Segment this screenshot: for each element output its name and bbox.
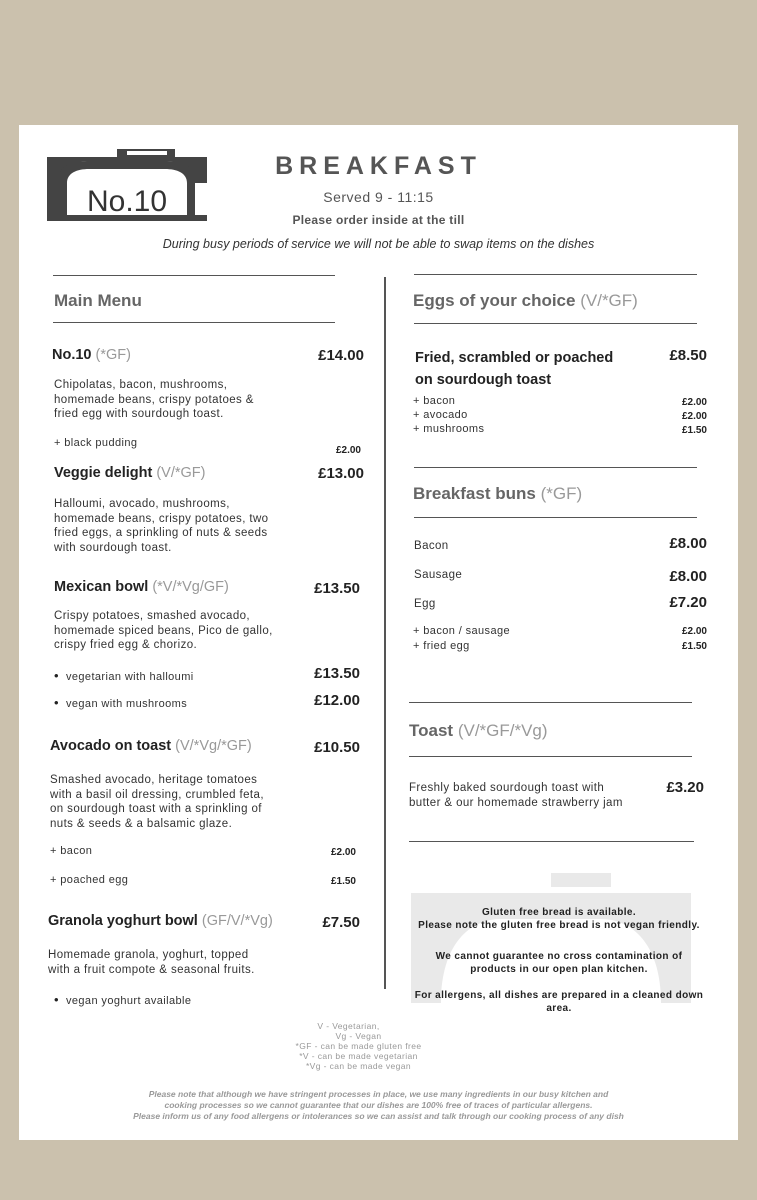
addon-price: £1.50 xyxy=(681,641,707,652)
item-price: £10.50 xyxy=(314,739,360,756)
busy-note: During busy periods of service we will not be able to swap items on the dishes xyxy=(162,237,595,251)
addon-label: + poached egg xyxy=(50,874,129,886)
menu-card xyxy=(19,125,738,1140)
item-granola-yoghurt-bowl: Granola yoghurt bowl (GF/V/*Vg) xyxy=(48,913,273,929)
divider xyxy=(53,275,335,276)
divider xyxy=(414,274,697,275)
logo-text: No.10 xyxy=(86,185,168,218)
section-breakfast-buns: Breakfast buns (*GF) xyxy=(413,484,583,503)
item-price: £14.00 xyxy=(318,347,364,364)
item-price: £3.20 xyxy=(666,779,704,796)
addon-label: + fried egg xyxy=(413,640,470,652)
allergen-disclaimer: Please note that although we have stringent processes in place, we use many ingredients in our busy kitchen and cooking processes so we cannot guarantee that our dishes are 100% free of traces of particular allergens. Please inform us of any food allergens or intolerances so we can assist and talk through our cooking process of any dish xyxy=(133,1089,624,1121)
bun-label: Sausage xyxy=(414,569,463,581)
item-description: Smashed avocado, heritage tomatoes with a basil oil dressing, crumbled feta, on sourdough toast with a sprinkling of nuts & seeds & a balsamic glaze. xyxy=(50,774,264,830)
addon-price: £2.00 xyxy=(681,626,707,637)
contamination-note: We cannot guarantee no cross contamination of products in our open plan kitchen. xyxy=(435,951,683,975)
option-price: £13.50 xyxy=(314,665,360,682)
divider xyxy=(409,756,692,757)
gluten-free-note: Gluten free bread is available. Please note the gluten free bread is not vegan friendly. xyxy=(418,907,700,931)
item-price: £7.50 xyxy=(322,914,360,931)
menu-title: BREAKFAST xyxy=(275,152,482,180)
addon-price: £2.00 xyxy=(330,847,356,858)
item-avocado-on-toast: Avocado on toast (V/*Vg/*GF) xyxy=(50,738,252,754)
addon-price: £1.50 xyxy=(681,425,707,436)
option-label: • vegetarian with halloumi xyxy=(54,668,194,683)
item-no10: No.10 (*GF) xyxy=(52,347,131,363)
item-description: Halloumi, avocado, mushrooms, homemade beans, crispy potatoes, two fried eggs, a sprinkling of nuts & seeds with sourdough toast. xyxy=(54,498,269,554)
item-veggie-delight: Veggie delight (V/*GF) xyxy=(54,465,206,481)
item-price: £13.00 xyxy=(318,465,364,482)
divider xyxy=(409,841,694,842)
addon-label: + mushrooms xyxy=(413,423,485,435)
addon-price: £2.00 xyxy=(681,411,707,422)
addon-label: + bacon / sausage xyxy=(413,625,511,637)
section-toast: Toast (V/*GF/*Vg) xyxy=(409,721,548,740)
option-label: • vegan with mushrooms xyxy=(54,695,187,710)
addon-price: £1.50 xyxy=(330,876,356,887)
section-main-menu: Main Menu xyxy=(54,291,142,310)
bun-price: £7.20 xyxy=(669,594,707,611)
bun-price: £8.00 xyxy=(669,568,707,585)
addon-price: £2.00 xyxy=(335,445,361,456)
item-price: £13.50 xyxy=(314,580,360,597)
divider xyxy=(53,322,335,323)
divider xyxy=(414,517,697,518)
order-note: Please order inside at the till xyxy=(292,213,465,227)
dietary-key: V - Vegetarian, Vg - Vegan *GF - can be made gluten free *V - can be made vegetarian *Vg - can be made vegan xyxy=(295,1021,422,1071)
divider xyxy=(409,702,692,703)
allergen-note: For allergens, all dishes are prepared in a cleaned down area. xyxy=(414,990,704,1014)
addon-label: + avocado xyxy=(413,409,468,421)
addon-label: + bacon xyxy=(50,845,93,857)
item-mexican-bowl: Mexican bowl (*V/*Vg/GF) xyxy=(54,579,229,595)
addon-label: + black pudding xyxy=(54,437,138,449)
addon-price: £2.00 xyxy=(681,397,707,408)
option-label: • vegan yoghurt available xyxy=(54,992,191,1007)
bun-price: £8.00 xyxy=(669,535,707,552)
column-divider xyxy=(384,277,386,989)
addon-label: + bacon xyxy=(413,395,456,407)
section-eggs: Eggs of your choice (V/*GF) xyxy=(413,291,638,310)
item-description: Crispy potatoes, smashed avocado, homemade spiced beans, Pico de gallo, crispy fried egg & chorizo. xyxy=(54,610,273,651)
option-price: £12.00 xyxy=(314,692,360,709)
bun-label: Bacon xyxy=(414,540,449,552)
served-times: Served 9 - 11:15 xyxy=(323,189,434,205)
toast-description: Freshly baked sourdough toast with butter & our homemade strawberry jam xyxy=(409,782,623,809)
item-description: Chipolatas, bacon, mushrooms, homemade beans, crispy potatoes & fried egg with sourdough toast. xyxy=(54,379,254,420)
bun-label: Egg xyxy=(414,598,436,610)
item-description: Homemade granola, yoghurt, topped with a fruit compote & seasonal fruits. xyxy=(48,949,255,976)
divider xyxy=(414,323,697,324)
item-eggs: Fried, scrambled or poached on sourdough toast xyxy=(415,350,614,388)
divider xyxy=(414,467,697,468)
item-price: £8.50 xyxy=(669,347,707,364)
